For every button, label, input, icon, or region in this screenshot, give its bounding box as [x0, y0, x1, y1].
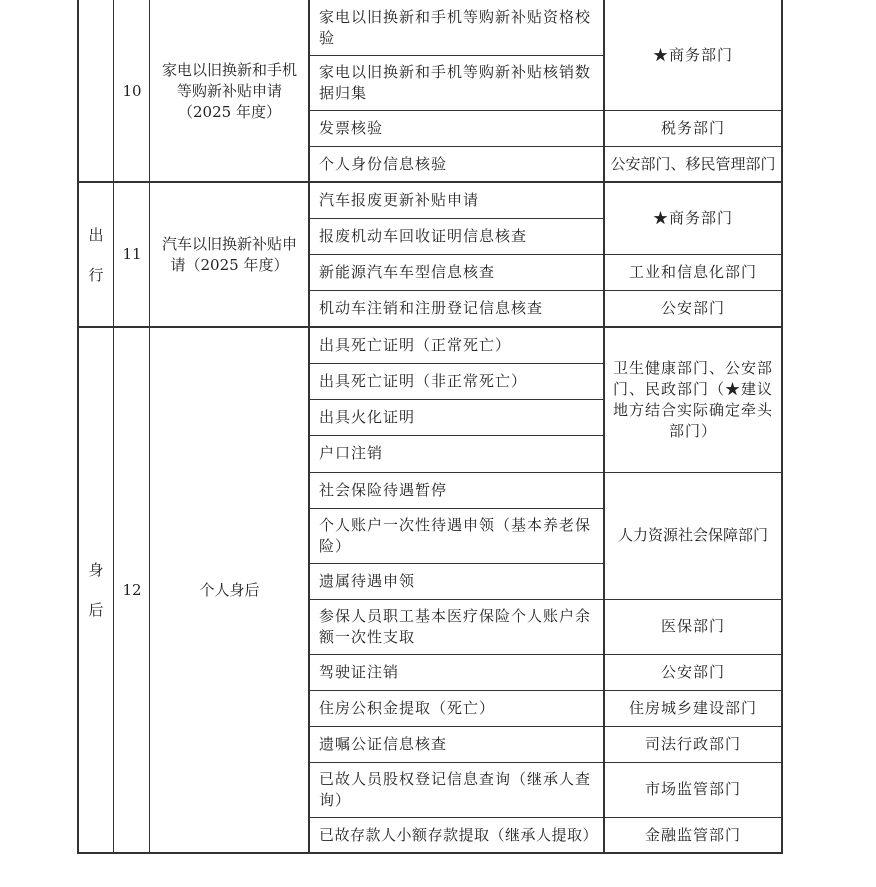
row-divider	[309, 508, 604, 509]
task-cell	[309, 290, 604, 327]
dept-cell	[604, 726, 782, 762]
task-text: 出具死亡证明（正常死亡）	[319, 335, 512, 354]
dept-cell	[604, 599, 782, 654]
number-cell	[114, 327, 150, 853]
task-text: 家电以旧换新和手机等购新补贴资格校验	[319, 7, 592, 47]
task-text: 遗嘱公证信息核查	[319, 734, 448, 753]
dept-cell	[604, 817, 782, 853]
task-text: 驾驶证注销	[319, 662, 400, 681]
task-cell	[309, 599, 604, 654]
task-text: 参保人员职工基本医疗保险个人账户余额一次性支取	[319, 606, 592, 646]
row-divider	[604, 472, 782, 473]
row-divider	[309, 218, 604, 219]
dept-text: 市场监管部门	[644, 780, 741, 798]
dept-text: 司法行政部门	[644, 734, 741, 753]
dept-text: 医保部门	[660, 617, 725, 635]
row-divider	[604, 762, 782, 763]
task-text: 遗属待遇申领	[319, 571, 416, 590]
row-divider	[604, 599, 782, 600]
dept-cell	[604, 0, 782, 110]
item-cell	[150, 327, 309, 853]
dept-cell	[604, 654, 782, 690]
row-divider	[604, 146, 782, 147]
dept-cell	[604, 182, 782, 254]
dept-cell	[604, 690, 782, 726]
column-divider	[113, 0, 114, 853]
category-char: 后	[88, 601, 104, 619]
dept-text: 人力资源社会保障部门	[617, 526, 768, 544]
dept-text: 公安部门	[660, 662, 725, 681]
task-text: 报废机动车回收证明信息核查	[319, 226, 528, 245]
category-cell	[78, 182, 114, 327]
group-divider	[77, 326, 783, 328]
row-divider	[309, 654, 604, 655]
table-border-bottom	[77, 852, 783, 854]
row-divider	[309, 110, 604, 111]
dept-cell	[604, 290, 782, 327]
task-cell	[309, 363, 604, 399]
row-divider	[309, 435, 604, 436]
task-cell	[309, 182, 604, 218]
category-char: 行	[88, 265, 104, 284]
row-divider	[309, 762, 604, 763]
task-text: 住房公积金提取（死亡）	[319, 698, 496, 717]
task-cell	[309, 0, 604, 55]
task-text: 个人账户一次性待遇申领（基本养老保险）	[319, 515, 592, 555]
dept-cell	[604, 146, 782, 182]
category-cell	[78, 327, 114, 853]
number-cell	[114, 0, 150, 182]
row-divider	[309, 146, 604, 147]
group-divider	[77, 181, 783, 183]
item-number: 11	[122, 245, 142, 263]
task-cell	[309, 110, 604, 146]
dept-text: 税务部门	[660, 118, 725, 137]
row-divider	[309, 563, 604, 564]
row-divider	[309, 363, 604, 364]
task-cell	[309, 817, 604, 853]
item-number: 10	[122, 81, 142, 100]
task-text: 汽车报废更新补贴申请	[319, 190, 480, 209]
task-cell	[309, 472, 604, 508]
task-text: 家电以旧换新和手机等购新补贴核销数据归集	[319, 62, 592, 102]
task-cell	[309, 327, 604, 363]
dept-text: ★商务部门	[652, 208, 733, 227]
item-name: 汽车以旧换新补贴申请（2025 年度）	[161, 234, 297, 274]
task-cell	[309, 690, 604, 726]
item-name: 个人身后	[199, 580, 260, 599]
task-cell	[309, 654, 604, 690]
row-divider	[309, 690, 604, 691]
task-text: 发票核验	[319, 118, 384, 137]
dept-text: 住房城乡建设部门	[628, 698, 757, 717]
row-divider	[309, 817, 604, 818]
task-cell	[309, 55, 604, 110]
task-cell	[309, 146, 604, 182]
task-text: 户口注销	[319, 444, 384, 462]
task-cell	[309, 399, 604, 435]
row-divider	[604, 254, 782, 255]
item-cell	[150, 182, 309, 327]
dept-cell	[604, 110, 782, 146]
dept-cell	[604, 472, 782, 599]
dept-text: 卫生健康部门、公安部门、民政部门（★建议地方结合实际确定牵头部门）	[612, 358, 773, 440]
row-divider	[604, 690, 782, 691]
category-char: 身	[88, 561, 104, 579]
table-border-left	[77, 0, 79, 854]
task-text: 个人身份信息核验	[319, 154, 448, 173]
dept-text: 公安部门、移民管理部门	[610, 154, 776, 173]
dept-cell	[604, 327, 782, 472]
task-text: 出具火化证明	[319, 407, 416, 426]
row-divider	[604, 817, 782, 818]
task-text: 已故存款人小额存款提取（继承人提取）	[319, 825, 599, 844]
row-divider	[309, 399, 604, 400]
item-name: 家电以旧换新和手机等购新补贴申请（2025 年度）	[161, 60, 297, 121]
task-cell	[309, 726, 604, 762]
column-divider	[149, 0, 150, 853]
row-divider	[604, 726, 782, 727]
task-cell	[309, 254, 604, 290]
task-text: 已故人员股权登记信息查询（继承人查询）	[319, 769, 592, 809]
row-divider	[309, 472, 604, 473]
dept-cell	[604, 762, 782, 817]
task-text: 机动车注销和注册登记信息核查	[319, 299, 544, 317]
task-cell	[309, 218, 604, 254]
item-number: 12	[122, 580, 142, 599]
dept-text: 公安部门	[660, 299, 725, 317]
row-divider	[309, 290, 604, 291]
dept-text: 金融监管部门	[644, 825, 741, 844]
task-cell	[309, 563, 604, 599]
task-text: 新能源汽车车型信息核查	[319, 262, 496, 281]
row-divider	[309, 254, 604, 255]
row-divider	[604, 654, 782, 655]
category-cell	[78, 0, 114, 182]
row-divider	[604, 110, 782, 111]
task-text: 出具死亡证明（非正常死亡）	[319, 371, 528, 390]
row-divider	[309, 55, 604, 56]
category-char: 出	[88, 225, 104, 244]
row-divider	[309, 599, 604, 600]
dept-text: ★商务部门	[652, 45, 733, 64]
task-text: 社会保险待遇暂停	[319, 480, 448, 499]
dept-cell	[604, 254, 782, 290]
task-cell	[309, 508, 604, 563]
row-divider	[309, 726, 604, 727]
task-cell	[309, 435, 604, 472]
dept-text: 工业和信息化部门	[628, 262, 757, 281]
item-cell	[150, 0, 309, 182]
number-cell	[114, 182, 150, 327]
task-cell	[309, 762, 604, 817]
row-divider	[604, 290, 782, 291]
